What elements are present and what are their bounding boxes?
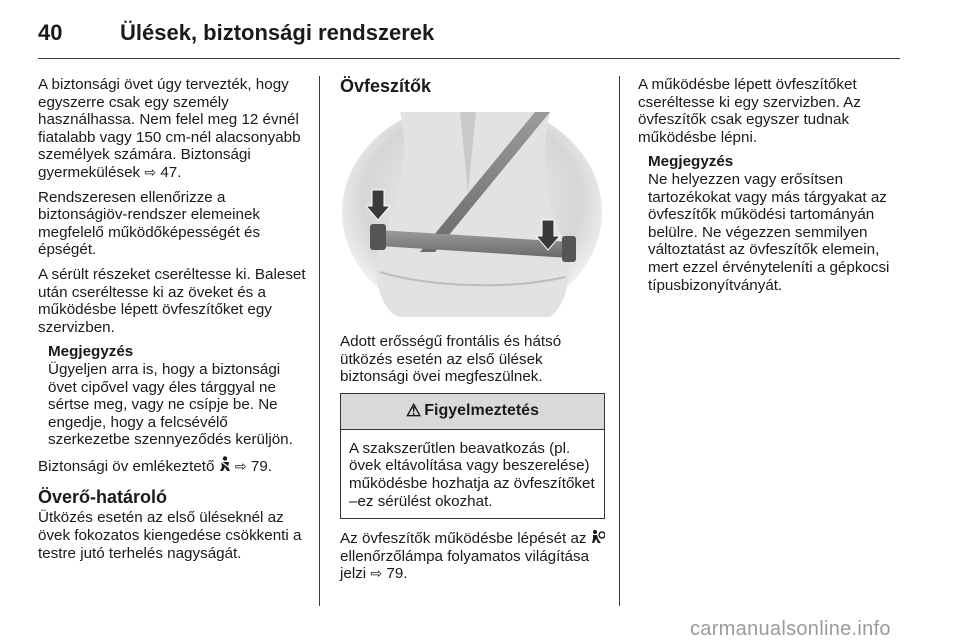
warning-text: A szakszerűtlen beavatkozás (pl. övek eltávolítása vagy beszerelése) működésbe hozhatja az övfeszítőket –ez sérülést okozhat.	[349, 439, 595, 510]
column-divider	[319, 76, 320, 606]
note-text: Ne helyezzen vagy erősítsen tartozékokat vagy más tárgyakat az övfeszítők működési tartományán belülre. Ne végezzen semmilyen változtatást az övfeszítők elemein, mert ezzel érvényteleníti a gépkocsi típusbizonyítványát.	[648, 170, 890, 294]
warning-box	[340, 393, 605, 519]
seatbelt-reminder-icon	[219, 456, 231, 476]
page-number: 40	[38, 20, 63, 45]
airbag-warning-icon	[591, 529, 605, 548]
note-title: Megjegyzés	[648, 153, 734, 171]
page-title: Ülések, biztonsági rendszerek	[120, 20, 435, 45]
warning-title: Figyelmeztetés	[424, 402, 539, 420]
section-heading: Överő-határoló	[38, 487, 168, 508]
page-header	[38, 20, 900, 60]
page-ref-icon: ⇨	[234, 457, 247, 474]
note-text: Ügyeljen arra is, hogy a biztonsági övet cipővel vagy éles tárggyal ne sértse meg, vagy ne csípje be. Ne engedje, hogy a felcsévélő szerkezetbe szennyeződés kerüljön.	[48, 360, 293, 449]
page-ref[interactable]: 47.	[160, 163, 182, 181]
page-ref[interactable]: 79.	[250, 457, 272, 475]
paragraph: Biztonsági öv emlékeztető ⇨ 79.	[38, 457, 272, 475]
column-2	[340, 76, 605, 590]
paragraph: A működésbe lépett övfeszítőket cseréltesse ki egy szervizben. Az övfeszítők csak egyszer tudnak működésbe lépni.	[638, 76, 861, 146]
paragraph: Rendszeresen ellenőrizze a biztonságiöv-rendszer elemeinek megfelelő működőképességét és épségét.	[38, 188, 261, 259]
paragraph: Ütközés esetén az első üléseknél az övek fokozatos kiengedése csökkenti a testre jutó terhelés nagyságát.	[38, 509, 302, 562]
header-rule	[38, 58, 900, 59]
column-1	[38, 76, 306, 569]
note	[38, 343, 306, 449]
page-ref[interactable]: 79.	[386, 565, 408, 583]
seatbelt-pretensioner-illustration	[340, 112, 605, 317]
paragraph: Az övfeszítők működésbe lépését az ellenőrzőlámpa folyamatos világítása jelzi ⇨ 79.	[340, 529, 605, 583]
page-ref-icon: ⇨	[144, 163, 157, 180]
column-divider	[619, 76, 620, 606]
paragraph: A sérült részeket cseréltesse ki. Baleset után cseréltesse ki az öveket és a működésbe lépett övfeszítőket egy szervizben.	[38, 265, 306, 336]
paragraph: Adott erősségű frontális és hátsó ütközés esetén az első ülések biztonsági övei megfeszülnek.	[340, 333, 562, 386]
note	[638, 153, 908, 294]
watermark: carmanualsonline.info	[690, 618, 891, 640]
section-heading: Övfeszítők	[340, 76, 432, 96]
note-title: Megjegyzés	[48, 343, 134, 361]
paragraph: A biztonsági övet úgy tervezték, hogy egyszerre csak egy személy használhassa. Nem felel meg 12 évnél fiatalabb vagy 150 cm-nél alacsonyabb személyek számára. Biztonsági gyermekülések ⇨ 47.	[38, 76, 301, 181]
warning-header	[341, 394, 604, 430]
warning-triangle-icon: ⚠	[406, 401, 422, 421]
column-3	[638, 76, 908, 301]
page-ref-icon: ⇨	[370, 565, 383, 582]
